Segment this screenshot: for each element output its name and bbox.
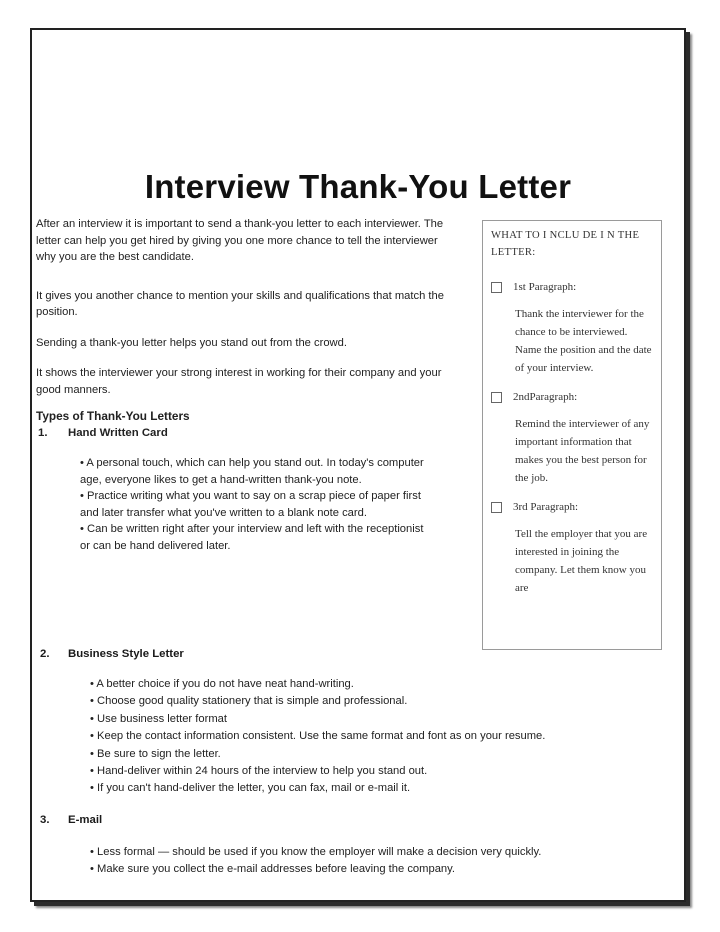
document-page: [30, 28, 686, 902]
section-2-number: 2.: [40, 648, 50, 660]
list-item: • Less formal — should be used if you know the employer will make a decision very quickly.: [90, 846, 542, 858]
sidebar-item-2nd-paragraph: [491, 391, 661, 403]
main-column: [36, 216, 456, 568]
what-to-include-sidebar: [482, 220, 662, 650]
section-3-title: E-mail: [68, 814, 103, 826]
checkbox-icon: [491, 502, 502, 513]
section-1-heading: [38, 425, 456, 442]
intro-paragraph-1: After an interview it is important to send a thank-you letter to each interviewer. The letter can help you get hired by giving you one more chance to tell the interviewer why you are the best candidate.: [36, 218, 444, 263]
list-item: • Use business letter format: [90, 712, 227, 725]
sidebar-item-3rd-paragraph: [491, 501, 661, 513]
page-title: Interview Thank-You Letter: [144, 168, 572, 205]
sidebar-item-label: 3rd Paragraph:: [513, 501, 579, 513]
list-item: • Make sure you collect the e-mail addresses before leaving the company.: [90, 863, 456, 876]
list-item: • Hand-deliver within 24 hours of the interview to help you stand out.: [90, 765, 428, 778]
sidebar-item-1st-paragraph: [491, 281, 661, 293]
section-3-heading: [40, 814, 102, 826]
list-item: • Can be written right after your interview and left with the receptionist or can be hand delivered later.: [80, 523, 424, 552]
sidebar-item-label: 1st Paragraph:: [513, 281, 577, 293]
sidebar-title: WHAT TO I NCLU DE I N THE LETTER:: [491, 230, 640, 258]
sidebar-item-label: 2ndParagraph:: [513, 391, 578, 403]
checkbox-icon: [491, 282, 502, 293]
list-item: • Choose good quality stationery that is simple and professional.: [90, 695, 408, 708]
section-1-title: Hand Written Card: [68, 426, 168, 439]
sidebar-item-text: Remind the interviewer of any important information that makes you the best person for the job.: [515, 418, 650, 484]
list-item: • Be sure to sign the letter.: [90, 747, 221, 760]
section-1-number: 1.: [38, 426, 48, 439]
section-3-bullets: [90, 844, 670, 879]
list-item: • Keep the contact information consistent. Use the same format and font as on your resume.: [90, 730, 546, 743]
sidebar-item-text: Thank the interviewer for the chance to be interviewed. Name the position and the date of your interview.: [515, 308, 652, 374]
sidebar-item-text: Tell the employer that you are interested in joining the company. Let them know you are: [515, 528, 648, 594]
intro-paragraph-3: Sending a thank-you letter helps you stand out from the crowd.: [36, 336, 347, 349]
list-item: • A better choice if you do not have neat hand-writing.: [90, 678, 354, 690]
intro-paragraph-4: It shows the interviewer your strong interest in working for their company and your good manners.: [36, 367, 442, 396]
section-2-heading: [40, 648, 184, 660]
section-1-bullets: [80, 455, 430, 554]
section-2-title: Business Style Letter: [68, 648, 184, 660]
list-item: • Practice writing what you want to say on a scrap piece of paper first and later transfer what you've written to a blank note card.: [80, 490, 421, 519]
section-2-bullets: [90, 676, 670, 798]
types-heading: Types of Thank-You Letters: [36, 409, 190, 423]
list-item: • If you can't hand-deliver the letter, you can fax, mail or e-mail it.: [90, 782, 411, 795]
list-item: • A personal touch, which can help you stand out. In today's computer age, everyone likes to get a hand-written thank-you note.: [80, 457, 424, 486]
intro-paragraph-2: It gives you another chance to mention your skills and qualifications that match the position.: [36, 289, 444, 318]
section-3-number: 3.: [40, 814, 50, 826]
checkbox-icon: [491, 392, 502, 403]
